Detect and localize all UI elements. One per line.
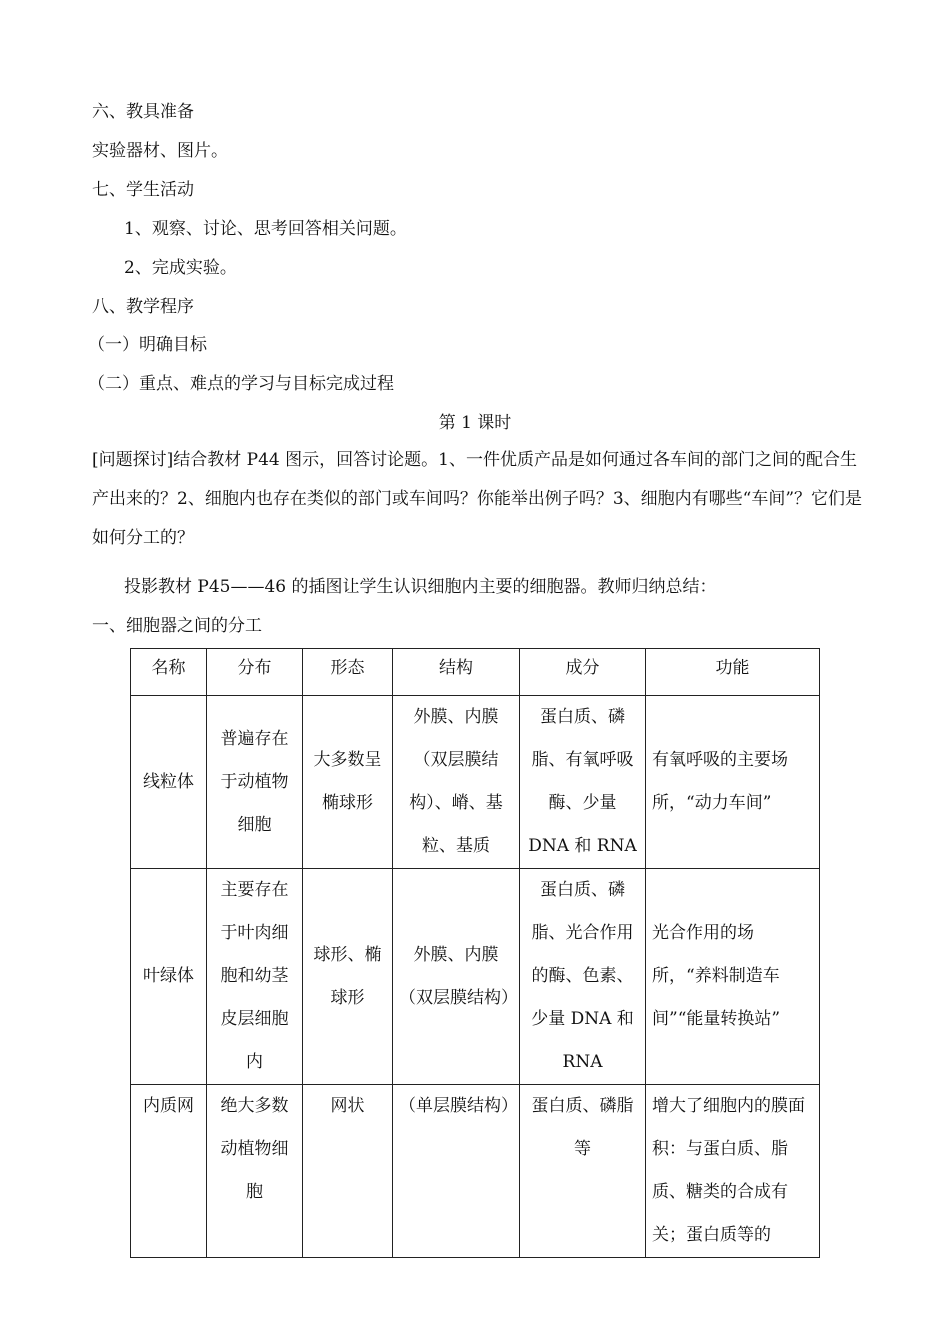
table-row — [131, 1085, 820, 1258]
cell-name: 叶绿体 — [131, 869, 207, 1085]
cell-function: 有氧呼吸的主要场所，“动力车间” — [646, 696, 820, 869]
cell-composition: 蛋白质、磷脂、光合作用的酶、色素、少量 DNA 和 RNA — [520, 869, 646, 1085]
cell-function: 光合作用的场所，“养料制造车间”“能量转换站” — [646, 869, 820, 1085]
cell-composition: 蛋白质、磷脂、有氧呼吸酶、少量 DNA 和 RNA — [520, 696, 646, 869]
section-7-item-2: 2、完成实验。 — [124, 258, 237, 278]
lesson-heading: 第 1 课时 — [438, 413, 512, 433]
cell-name: 线粒体 — [131, 696, 207, 869]
header-name: 名称 — [131, 649, 207, 696]
section-8-title: 八、教学程序 — [92, 297, 194, 317]
table-row — [131, 696, 820, 869]
projection-paragraph: 投影教材 P45——46 的插图让学生认识细胞内主要的细胞器。教师归纳总结： — [124, 577, 717, 597]
header-composition: 成分 — [520, 649, 646, 696]
section-6-title: 六、教具准备 — [92, 102, 194, 122]
cell-distribution: 主要存在于叶肉细胞和幼茎皮层细胞内 — [207, 869, 303, 1085]
cell-shape: 球形、椭球形 — [303, 869, 393, 1085]
header-structure: 结构 — [393, 649, 520, 696]
discussion-paragraph: [问题探讨]结合教材 P44 图示，回答讨论题。1、一件优质产品是如何通过各车间的部门之间的配合生产出来的？2、细胞内也存在类似的部门或车间吗？你能举出例子吗？3、细胞内有哪些“车间”？它们是如何分工的？ — [92, 450, 863, 548]
table-title: 一、细胞器之间的分工 — [92, 616, 262, 636]
cell-composition: 蛋白质、磷脂等 — [520, 1085, 646, 1258]
section-7-item-1: 1、观察、讨论、思考回答相关问题。 — [124, 219, 407, 239]
header-distribution: 分布 — [207, 649, 303, 696]
cell-structure: 外膜、内膜（双层膜结构） — [393, 869, 520, 1085]
section-8-sub-2: （二）重点、难点的学习与目标完成过程 — [88, 374, 394, 394]
cell-structure: 外膜、内膜（双层膜结构）、嵴、基粒、基质 — [393, 696, 520, 869]
cell-distribution: 绝大多数动植物细胞 — [207, 1085, 303, 1258]
organelle-table — [130, 648, 820, 1258]
table-header-row — [131, 649, 820, 696]
header-function: 功能 — [646, 649, 820, 696]
cell-name: 内质网 — [131, 1085, 207, 1258]
section-7-title: 七、学生活动 — [92, 180, 194, 200]
section-8-sub-1: （一）明确目标 — [88, 335, 207, 355]
table-row — [131, 869, 820, 1085]
cell-structure: （单层膜结构） — [393, 1085, 520, 1258]
header-shape: 形态 — [303, 649, 393, 696]
cell-distribution: 普遍存在于动植物细胞 — [207, 696, 303, 869]
cell-function: 增大了细胞内的膜面积：与蛋白质、脂质、糖类的合成有关；蛋白质等的 — [646, 1085, 820, 1258]
cell-shape: 网状 — [303, 1085, 393, 1258]
cell-shape: 大多数呈椭球形 — [303, 696, 393, 869]
section-6-body: 实验器材、图片。 — [92, 141, 228, 161]
